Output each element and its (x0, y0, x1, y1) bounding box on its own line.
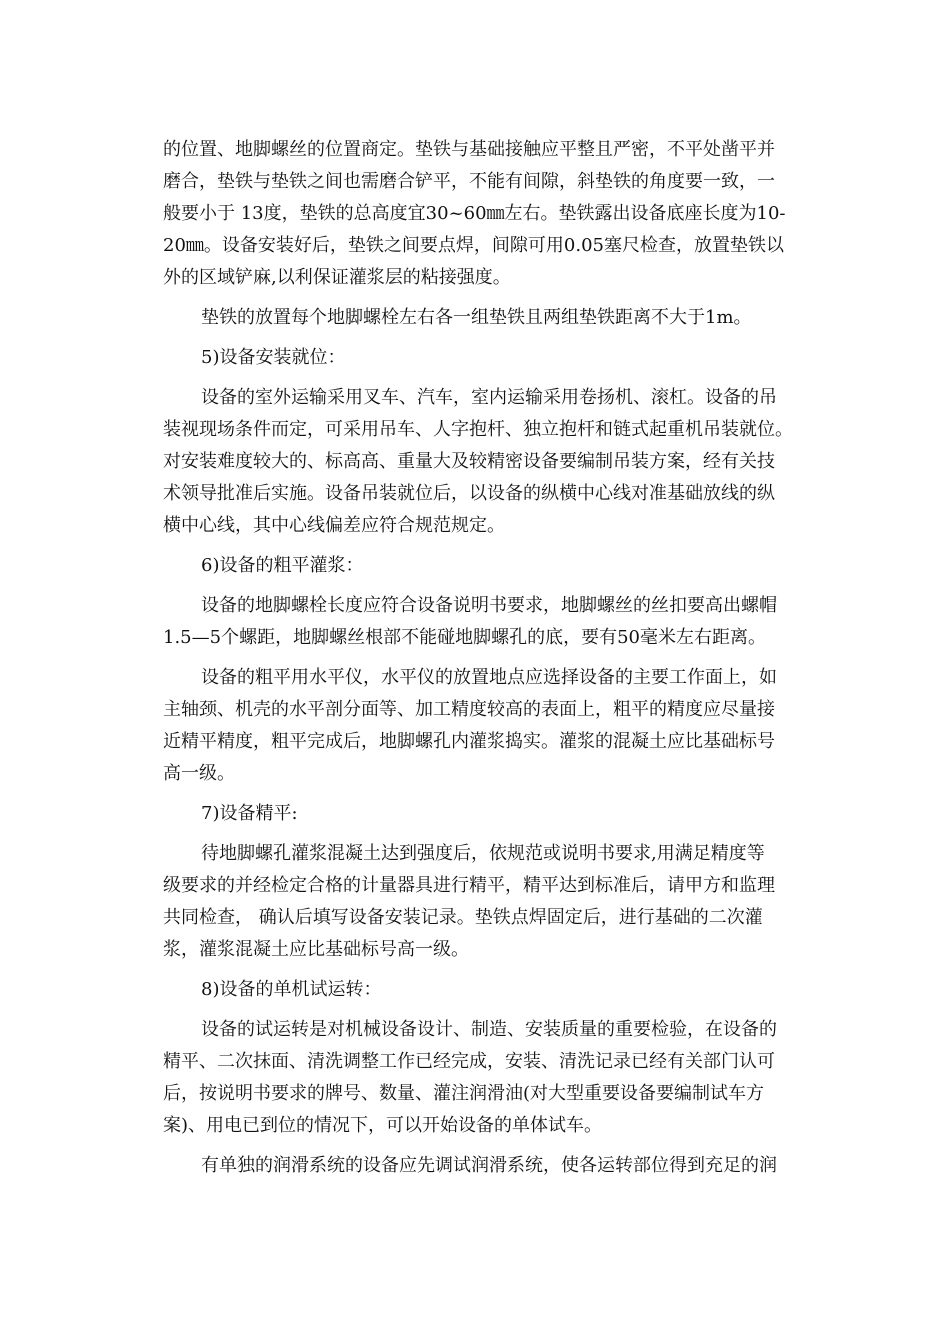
paragraph (163, 382, 833, 542)
text-line: 1.5—5个螺距，地脚螺丝根部不能碰地脚螺孔的底，要有50毫米左右距离。 (163, 627, 766, 648)
paragraph (163, 302, 833, 334)
text-line: 8)设备的单机试运转： (201, 979, 382, 1000)
paragraph-gap (163, 374, 833, 382)
text-line: 磨合，垫铁与垫铁之间也需磨合铲平，不能有间隙，斜垫铁的角度要一致，一 (163, 171, 775, 192)
text-line: 案)、用电已到位的情况下，可以开始设备的单体试车。 (163, 1115, 603, 1136)
text-line: 共同检查， 确认后填写设备安装记录。垫铁点焊固定后，进行基础的二次灌 (163, 907, 763, 928)
paragraph (163, 1014, 833, 1142)
paragraph (163, 662, 833, 790)
paragraph (163, 838, 833, 966)
paragraph-gap (163, 294, 833, 302)
section-heading (163, 342, 833, 374)
text-line: 设备的地脚螺栓长度应符合设备说明书要求，地脚螺丝的丝扣要高出螺帽 (201, 595, 777, 616)
text-line: 设备的试运转是对机械设备设计、制造、安装质量的重要检验，在设备的 (201, 1019, 777, 1040)
paragraph (163, 134, 833, 294)
paragraph-gap (163, 542, 833, 550)
section-heading (163, 798, 833, 830)
paragraph-gap (163, 654, 833, 662)
text-line: 般要小于 13度，垫铁的总高度宜30~60㎜左右。垫铁露出设备底座长度为10- (163, 203, 786, 224)
text-line: 外的区域铲麻,以利保证灌浆层的粘接强度。 (163, 267, 511, 288)
text-line: 主轴颈、机壳的水平剖分面等、加工精度较高的表面上，粗平的精度应尽量接 (163, 699, 775, 720)
text-line: 7)设备精平: (201, 803, 298, 824)
paragraph-gap (163, 582, 833, 590)
text-line: 20㎜。设备安装好后，垫铁之间要点焊，间隙可用0.05塞尺检查，放置垫铁以 (163, 235, 784, 256)
text-line: 待地脚螺孔灌浆混凝土达到强度后，依规范或说明书要求,用满足精度等 (201, 843, 765, 864)
paragraph-gap (163, 1142, 833, 1150)
text-line: 装视现场条件而定，可采用吊车、人字抱杆、独立抱杆和链式起重机吊装就位。 (163, 419, 793, 440)
text-line: 后，按说明书要求的牌号、数量、灌注润滑油(对大型重要设备要编制试车方 (163, 1083, 765, 1104)
text-line: 对安装难度较大的、标高高、重量大及较精密设备要编制吊装方案，经有关技 (163, 451, 775, 472)
paragraph-gap (163, 334, 833, 342)
text-line: 有单独的润滑系统的设备应先调试润滑系统，使各运转部位得到充足的润 (201, 1155, 777, 1176)
paragraph-gap (163, 1006, 833, 1014)
paragraph (163, 1150, 833, 1182)
text-line: 设备的粗平用水平仪，水平仪的放置地点应选择设备的主要工作面上，如 (201, 667, 777, 688)
text-line: 设备的室外运输采用叉车、汽车，室内运输采用卷扬机、滚杠。设备的吊 (201, 387, 777, 408)
section-heading (163, 974, 833, 1006)
text-line: 5)设备安装就位： (201, 347, 346, 368)
text-line: 级要求的并经检定合格的计量器具进行精平，精平达到标准后，请甲方和监理 (163, 875, 775, 896)
document-page (163, 134, 833, 1182)
paragraph-gap (163, 790, 833, 798)
section-heading (163, 550, 833, 582)
text-line: 近精平精度，粗平完成后，地脚螺孔内灌浆捣实。灌浆的混凝土应比基础标号 (163, 731, 775, 752)
text-line: 垫铁的放置每个地脚螺栓左右各一组垫铁且两组垫铁距离不大于1m。 (201, 307, 752, 328)
text-line: 横中心线，其中心线偏差应符合规范规定。 (163, 515, 505, 536)
text-line: 术领导批准后实施。设备吊装就位后，以设备的纵横中心线对准基础放线的纵 (163, 483, 775, 504)
text-line: 6)设备的粗平灌浆： (201, 555, 364, 576)
paragraph (163, 590, 833, 654)
text-line: 精平、二次抹面、清洗调整工作已经完成，安装、清洗记录已经有关部门认可 (163, 1051, 775, 1072)
text-line: 高一级。 (163, 763, 235, 784)
text-line: 浆，灌浆混凝土应比基础标号高一级。 (163, 939, 469, 960)
paragraph-gap (163, 966, 833, 974)
paragraph-gap (163, 830, 833, 838)
text-line: 的位置、地脚螺丝的位置商定。垫铁与基础接触应平整且严密，不平处凿平并 (163, 139, 775, 160)
